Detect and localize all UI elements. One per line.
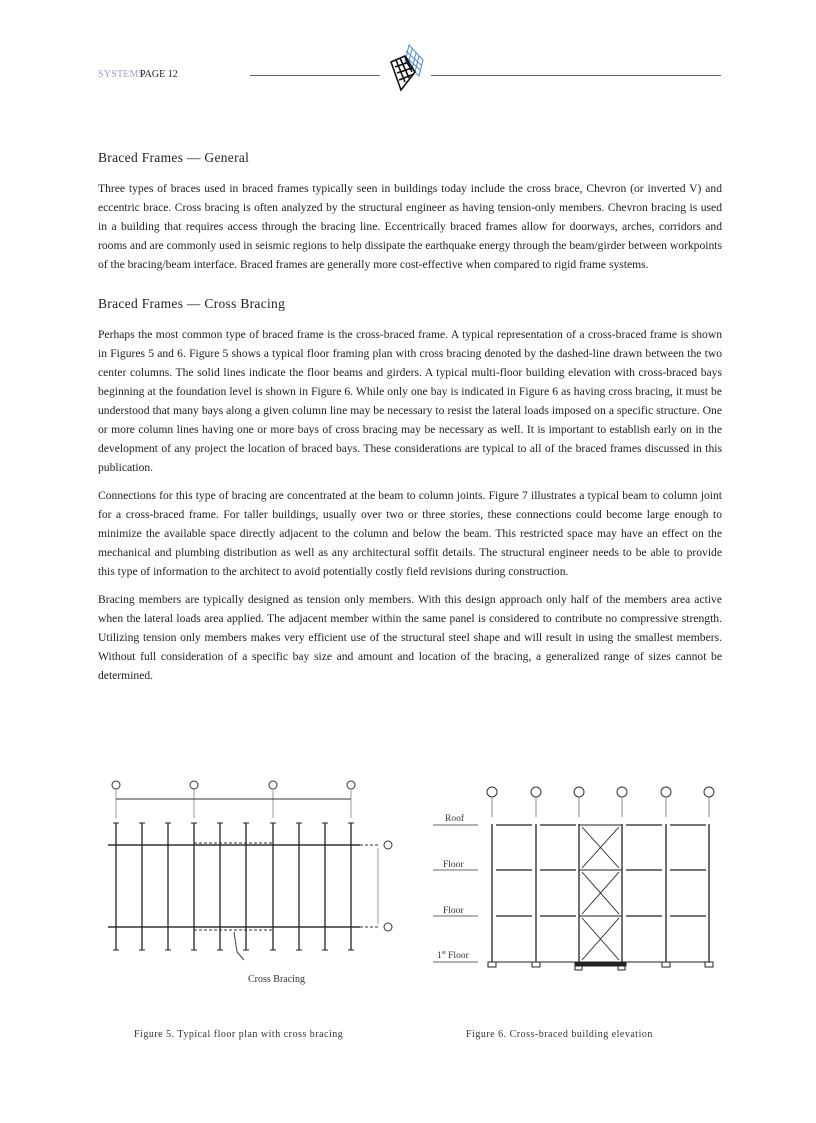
header-rule-right: [431, 75, 721, 76]
figure-5-floor-plan: [98, 780, 408, 990]
figure-6-caption: Figure 6. Cross-braced building elevation: [466, 1029, 653, 1040]
paragraph: Bracing members are typically designed as tension only members. With this design approach only half of the members area active when the lateral loads area applied. The adjacent member within the same panel is considered to contribute no compressive strength. Utilizing tension only members makes very efficient use of the structural steel shape and will result in using the smallest members. Without full consideration of a specific bay size and amount and location of the bracing, a generalized range of sizes cannot be determined.: [98, 593, 722, 682]
section-heading: Braced Frames — General: [98, 150, 250, 165]
page-number: PAGE 12: [140, 69, 178, 80]
section-cross-bracing: [98, 296, 722, 685]
level-label-floor-2: Floor: [443, 906, 464, 916]
paragraph: Connections for this type of bracing are concentrated at the beam to column joints. Figure 7 illustrates a typical beam to column joint for a cross-braced frame. For taller buildings, usually over two or three stories, these connections could become large enough to minimize the available space directly adjacent to the column and below the beam. This restricted space may have an effect on the mechanical and plumbing distribution as well as any architectural soffit details. The structural engineer needs to be able to provide this type of information to the architect to avoid potentially costly field revisions during construction.: [98, 489, 722, 578]
callout-label: Cross Bracing: [248, 974, 305, 985]
paragraph: Three types of braces used in braced frames typically seen in buildings today include the cross brace, Chevron (or inverted V) and eccentric brace. Cross bracing is often analyzed by the structural engineer as having tension-only members. Chevron bracing is used in a building that requires access through the bracing line. Eccentrically braced frames allow for doorways, arches, corridors and rooms and are commonly used in seismic regions to help dissipate the earthquake energy through the beam/girder between workpoints of the bracing/beam interface. Braced frames are generally more cost-effective when compared to rigid frame systems.: [98, 182, 722, 271]
page-header: [98, 60, 722, 100]
wireframe-cube-logo-icon: [385, 42, 429, 94]
section-label: SYSTEMS: [98, 69, 145, 80]
level-label-roof: Roof: [445, 814, 464, 824]
figure-6-elevation: [420, 775, 730, 975]
section-heading: Braced Frames — Cross Bracing: [98, 296, 286, 311]
body-content: [98, 150, 722, 694]
level-label-floor-3: Floor: [443, 860, 464, 870]
figure-5-caption: Figure 5. Typical floor plan with cross bracing: [134, 1029, 344, 1040]
level-label-first-floor: 1st Floor: [437, 950, 469, 961]
section-general: [98, 150, 722, 274]
paragraph: Perhaps the most common type of braced frame is the cross-braced frame. A typical representation of a cross-braced frame is shown in Figures 5 and 6. Figure 5 shows a typical floor framing plan with cross bracing denoted by the dashed-line drawn between the two center columns. The solid lines indicate the floor beams and girders. A typical multi-floor building elevation with cross-braced bays beginning at the foundation level is shown in Figure 6. While only one bay is indicated in Figure 6 as having cross bracing, it must be understood that many bays along a given column line may be necessary to resist the lateral loads imposed on a specific structure. One or more column lines having one or more bays of cross bracing may be necessary as well. It is important to establish early on in the development of any project the location of braced bays. These considerations are typical to all of the braced frames discussed in this publication.: [98, 328, 722, 474]
header-rule-left: [250, 75, 380, 76]
